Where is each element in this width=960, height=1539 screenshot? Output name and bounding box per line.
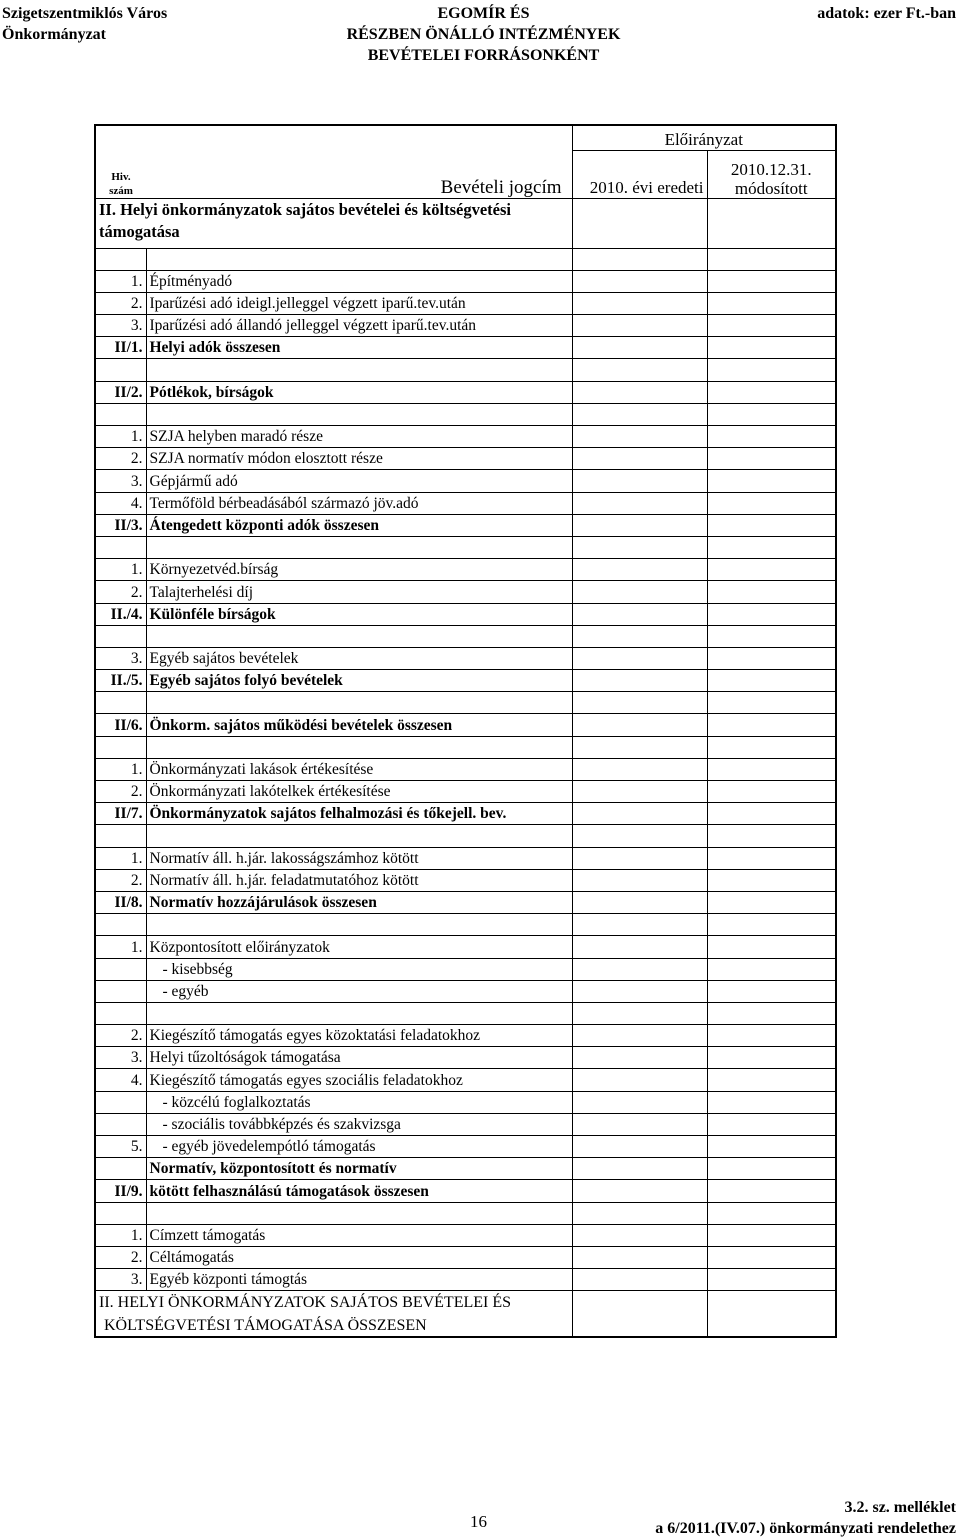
- row-number: 3.: [95, 1269, 146, 1291]
- row-original-value: [572, 1069, 707, 1091]
- row-number: 1.: [95, 936, 146, 958]
- row-original-value: [572, 781, 707, 803]
- table-row: [95, 603, 836, 625]
- row-modified-value: [707, 1246, 836, 1268]
- row-original-value: [572, 914, 707, 936]
- row-label: Egyéb sajátos bevételek: [146, 647, 572, 669]
- row-label: Önkormányzati lakások értékesítése: [146, 758, 572, 780]
- table-row: [95, 714, 836, 736]
- row-label: Termőföld bérbeadásából származó jöv.adó: [146, 492, 572, 514]
- row-original-value: [572, 426, 707, 448]
- header-left-line-1: Szigetszentmiklós Város: [2, 5, 168, 22]
- row-number: II./5.: [95, 670, 146, 692]
- table-row: [95, 803, 836, 825]
- row-original-value: [572, 692, 707, 714]
- row-number: [95, 403, 146, 425]
- row-modified-value: [707, 1269, 836, 1291]
- header-hiv-cell: [95, 125, 146, 198]
- row-modified-value: [707, 736, 836, 758]
- table-row: [95, 914, 836, 936]
- header-center-line-1: EGOMÍR ÉS: [437, 5, 530, 22]
- row-label: Önkorm. sajátos működési bevételek összesen: [146, 714, 572, 736]
- section-title-orig: [572, 198, 707, 248]
- row-modified-value: [707, 448, 836, 470]
- row-modified-value: [707, 647, 836, 669]
- row-original-value: [572, 670, 707, 692]
- total-row-1: [95, 1291, 836, 1313]
- row-modified-value: [707, 625, 836, 647]
- table-row: [95, 381, 836, 403]
- row-modified-value: [707, 1047, 836, 1069]
- row-number: II/9.: [95, 1180, 146, 1202]
- row-label: kötött felhasználású támogatások összesen: [146, 1180, 572, 1202]
- row-modified-value: [707, 248, 836, 270]
- row-original-value: [572, 936, 707, 958]
- row-original-value: [572, 559, 707, 581]
- row-label: Önkormányzati lakótelkek értékesítése: [146, 781, 572, 803]
- table-row: [95, 869, 836, 891]
- row-number: [95, 980, 146, 1002]
- row-modified-value: [707, 781, 836, 803]
- row-original-value: [572, 603, 707, 625]
- row-label: Normatív áll. h.jár. feladatmutatóhoz kötött: [146, 869, 572, 891]
- row-label: [146, 736, 572, 758]
- row-number: 2.: [95, 581, 146, 603]
- row-original-value: [572, 1047, 707, 1069]
- table-row: [95, 958, 836, 980]
- row-original-value: [572, 403, 707, 425]
- row-modified-value: [707, 381, 836, 403]
- table-row: [95, 1069, 836, 1091]
- table-row: [95, 514, 836, 536]
- row-label: Különféle bírságok: [146, 603, 572, 625]
- row-number: 2.: [95, 1246, 146, 1268]
- table-row: [95, 248, 836, 270]
- row-label: Átengedett központi adók összesen: [146, 514, 572, 536]
- table-row: [95, 536, 836, 558]
- section-title: II. Helyi önkormányzatok sajátos bevételei és költségvetési támogatása: [95, 198, 572, 248]
- row-modified-value: [707, 692, 836, 714]
- row-number: 1.: [95, 559, 146, 581]
- row-label: [146, 1002, 572, 1024]
- table-row: [95, 825, 836, 847]
- row-original-value: [572, 714, 707, 736]
- row-number: II/7.: [95, 803, 146, 825]
- row-number: 2.: [95, 1025, 146, 1047]
- row-original-value: [572, 803, 707, 825]
- row-label: Építményadó: [146, 270, 572, 292]
- header-units: adatok: ezer Ft.-ban: [817, 5, 956, 22]
- row-label: Kiegészítő támogatás egyes szociális feladatokhoz: [146, 1069, 572, 1091]
- table-row: [95, 426, 836, 448]
- total-mod-top: [707, 1291, 836, 1313]
- row-number: [95, 536, 146, 558]
- row-modified-value: [707, 1180, 836, 1202]
- row-modified-value: [707, 1202, 836, 1224]
- row-original-value: [572, 1180, 707, 1202]
- table-row: [95, 270, 836, 292]
- row-original-value: [572, 980, 707, 1002]
- row-modified-value: [707, 758, 836, 780]
- table-row: [95, 891, 836, 913]
- row-number: 5.: [95, 1136, 146, 1158]
- row-number: II/3.: [95, 514, 146, 536]
- row-original-value: [572, 1224, 707, 1246]
- header-szam: szám: [109, 184, 133, 197]
- row-label: Céltámogatás: [146, 1246, 572, 1268]
- table-row: [95, 781, 836, 803]
- row-label: Önkormányzatok sajátos felhalmozási és tőkejell. bev.: [146, 803, 572, 825]
- row-original-value: [572, 758, 707, 780]
- table-row: [95, 980, 836, 1002]
- row-label: [146, 625, 572, 647]
- row-label: [146, 403, 572, 425]
- row-original-value: [572, 492, 707, 514]
- section-title-mod: [707, 198, 836, 248]
- row-modified-value: [707, 492, 836, 514]
- row-original-value: [572, 1113, 707, 1135]
- row-modified-value: [707, 270, 836, 292]
- row-modified-value: [707, 1136, 836, 1158]
- row-modified-value: [707, 847, 836, 869]
- table-row: [95, 758, 836, 780]
- header-center-line-3: BEVÉTELEI FORRÁSONKÉNT: [367, 47, 600, 64]
- row-original-value: [572, 736, 707, 758]
- row-label: Egyéb sajátos folyó bevételek: [146, 670, 572, 692]
- row-original-value: [572, 825, 707, 847]
- row-modified-value: [707, 581, 836, 603]
- row-label: [146, 248, 572, 270]
- header-center-line-2: RÉSZBEN ÖNÁLLÓ INTÉZMÉNYEK: [346, 26, 621, 43]
- table-row: [95, 315, 836, 337]
- row-modified-value: [707, 315, 836, 337]
- table-row: [95, 936, 836, 958]
- row-label: [146, 825, 572, 847]
- row-label: Kiegészítő támogatás egyes közoktatási feladatokhoz: [146, 1025, 572, 1047]
- row-modified-value: [707, 1025, 836, 1047]
- header-left-line-2: Önkormányzat: [2, 26, 106, 43]
- row-modified-value: [707, 359, 836, 381]
- table-row: [95, 359, 836, 381]
- row-number: 1.: [95, 1224, 146, 1246]
- header-modositott-cell: [707, 150, 836, 198]
- header-jogcim: Bevételi jogcím: [146, 125, 572, 198]
- table-row: [95, 337, 836, 359]
- row-modified-value: [707, 825, 836, 847]
- header-mod-date: 2010.12.31.: [730, 159, 812, 179]
- row-label: SZJA normatív módon elosztott része: [146, 448, 572, 470]
- total-orig-top: [572, 1291, 707, 1313]
- row-number: [95, 248, 146, 270]
- annex-note: [655, 1497, 956, 1539]
- row-label: - egyéb: [146, 980, 572, 1002]
- row-original-value: [572, 248, 707, 270]
- total-label-1: II. HELYI ÖNKORMÁNYZATOK SAJÁTOS BEVÉTELEI ÉS: [95, 1291, 572, 1313]
- row-modified-value: [707, 1158, 836, 1180]
- table-row: [95, 492, 836, 514]
- row-modified-value: [707, 603, 836, 625]
- row-label: Normatív hozzájárulások összesen: [146, 891, 572, 913]
- row-modified-value: [707, 1091, 836, 1113]
- row-modified-value: [707, 514, 836, 536]
- row-label: [146, 1202, 572, 1224]
- table-row: [95, 847, 836, 869]
- row-original-value: [572, 1025, 707, 1047]
- table-row: [95, 581, 836, 603]
- table-row: [95, 736, 836, 758]
- row-label: [146, 914, 572, 936]
- row-label: Helyi adók összesen: [146, 337, 572, 359]
- row-number: 1.: [95, 270, 146, 292]
- row-modified-value: [707, 470, 836, 492]
- row-modified-value: [707, 869, 836, 891]
- row-original-value: [572, 292, 707, 314]
- row-label: Iparűzési adó állandó jelleggel végzett iparű.tev.után: [146, 315, 572, 337]
- revenue-table: [94, 124, 837, 1338]
- row-number: 3.: [95, 315, 146, 337]
- row-label: Központosított előirányzatok: [146, 936, 572, 958]
- table-row: [95, 1246, 836, 1268]
- row-modified-value: [707, 714, 836, 736]
- row-original-value: [572, 869, 707, 891]
- decree-label: a 6/2011.(IV.07.) önkormányzati rendelethez: [655, 1520, 956, 1537]
- row-number: [95, 1113, 146, 1135]
- total-mod-value: [707, 1313, 836, 1337]
- table-row: [95, 647, 836, 669]
- row-original-value: [572, 1246, 707, 1268]
- table-row: [95, 1136, 836, 1158]
- header-hiv: Hiv.: [111, 170, 131, 183]
- row-label: [146, 359, 572, 381]
- row-original-value: [572, 381, 707, 403]
- row-original-value: [572, 448, 707, 470]
- total-orig-value: [572, 1313, 707, 1337]
- row-modified-value: [707, 1002, 836, 1024]
- table-row: [95, 470, 836, 492]
- row-modified-value: [707, 536, 836, 558]
- row-original-value: [572, 1158, 707, 1180]
- row-modified-value: [707, 1113, 836, 1135]
- row-modified-value: [707, 403, 836, 425]
- row-number: 1.: [95, 847, 146, 869]
- row-label: - közcélú foglalkoztatás: [146, 1091, 572, 1113]
- row-label: - kisebbség: [146, 958, 572, 980]
- row-number: 4.: [95, 1069, 146, 1091]
- table-row: [95, 1047, 836, 1069]
- row-label: Pótlékok, bírságok: [146, 381, 572, 403]
- row-label: Iparűzési adó ideigl.jelleggel végzett iparű.tev.után: [146, 292, 572, 314]
- row-original-value: [572, 337, 707, 359]
- row-number: II./4.: [95, 603, 146, 625]
- row-number: [95, 692, 146, 714]
- row-modified-value: [707, 803, 836, 825]
- table-row: [95, 1002, 836, 1024]
- row-original-value: [572, 470, 707, 492]
- row-label: SZJA helyben maradó része: [146, 426, 572, 448]
- row-number: [95, 825, 146, 847]
- table-row: [95, 559, 836, 581]
- table-row: [95, 1158, 836, 1180]
- table-row: [95, 625, 836, 647]
- row-modified-value: [707, 426, 836, 448]
- row-label: Talajterhelési díj: [146, 581, 572, 603]
- row-modified-value: [707, 980, 836, 1002]
- row-number: 1.: [95, 426, 146, 448]
- row-original-value: [572, 1002, 707, 1024]
- row-modified-value: [707, 914, 836, 936]
- table-row: [95, 1113, 836, 1135]
- row-original-value: [572, 958, 707, 980]
- row-number: [95, 914, 146, 936]
- row-label: Normatív, központosított és normatív: [146, 1158, 572, 1180]
- row-label: Gépjármű adó: [146, 470, 572, 492]
- header-document-title: [300, 3, 667, 66]
- row-label: Egyéb központi támogtás: [146, 1269, 572, 1291]
- table-row: [95, 403, 836, 425]
- table-row: [95, 1180, 836, 1202]
- row-label: [146, 536, 572, 558]
- row-original-value: [572, 847, 707, 869]
- row-original-value: [572, 581, 707, 603]
- row-original-value: [572, 359, 707, 381]
- row-number: 2.: [95, 448, 146, 470]
- row-original-value: [572, 891, 707, 913]
- total-row-2: [95, 1313, 836, 1337]
- row-label: Normatív áll. h.jár. lakosságszámhoz kötött: [146, 847, 572, 869]
- table-row: [95, 670, 836, 692]
- row-original-value: [572, 514, 707, 536]
- row-number: [95, 1002, 146, 1024]
- row-original-value: [572, 536, 707, 558]
- row-number: 4.: [95, 492, 146, 514]
- row-number: II/6.: [95, 714, 146, 736]
- total-label-2: KÖLTSÉGVETÉSI TÁMOGATÁSA ÖSSZESEN: [95, 1313, 572, 1337]
- row-label: - egyéb jövedelempótló támogatás: [146, 1136, 572, 1158]
- header-eloiranyzat: Előirányzat: [572, 125, 836, 150]
- table-row: [95, 1224, 836, 1246]
- row-original-value: [572, 1091, 707, 1113]
- row-modified-value: [707, 1224, 836, 1246]
- row-modified-value: [707, 1069, 836, 1091]
- table-row: [95, 1025, 836, 1047]
- row-number: 2.: [95, 869, 146, 891]
- row-original-value: [572, 625, 707, 647]
- row-number: 3.: [95, 1047, 146, 1069]
- row-number: II/2.: [95, 381, 146, 403]
- row-label: [146, 692, 572, 714]
- row-modified-value: [707, 559, 836, 581]
- row-number: 2.: [95, 781, 146, 803]
- row-number: 1.: [95, 758, 146, 780]
- row-number: 2.: [95, 292, 146, 314]
- row-number: II/8.: [95, 891, 146, 913]
- page-number: 16: [470, 1512, 487, 1531]
- row-label: Környezetvéd.bírság: [146, 559, 572, 581]
- row-number: [95, 736, 146, 758]
- row-modified-value: [707, 936, 836, 958]
- row-label: Címzett támogatás: [146, 1224, 572, 1246]
- row-modified-value: [707, 958, 836, 980]
- row-original-value: [572, 1269, 707, 1291]
- row-original-value: [572, 647, 707, 669]
- header-mod-label: módosított: [734, 178, 808, 198]
- table-row: [95, 692, 836, 714]
- section-title-row: [95, 198, 836, 248]
- row-original-value: [572, 270, 707, 292]
- row-number: II/1.: [95, 337, 146, 359]
- row-number: [95, 1202, 146, 1224]
- table-row: [95, 448, 836, 470]
- row-modified-value: [707, 337, 836, 359]
- row-number: [95, 1091, 146, 1113]
- row-original-value: [572, 315, 707, 337]
- row-modified-value: [707, 891, 836, 913]
- row-modified-value: [707, 292, 836, 314]
- row-number: [95, 625, 146, 647]
- row-label: - szociális továbbképzés és szakvizsga: [146, 1113, 572, 1135]
- row-number: [95, 958, 146, 980]
- row-original-value: [572, 1136, 707, 1158]
- row-label: Helyi tűzoltóságok támogatása: [146, 1047, 572, 1069]
- table-row: [95, 1091, 836, 1113]
- row-number: 3.: [95, 647, 146, 669]
- row-modified-value: [707, 670, 836, 692]
- table-row: [95, 1202, 836, 1224]
- row-number: 3.: [95, 470, 146, 492]
- row-number: [95, 359, 146, 381]
- table-row: [95, 1269, 836, 1291]
- header-municipality: [2, 3, 167, 45]
- row-number: [95, 1158, 146, 1180]
- row-original-value: [572, 1202, 707, 1224]
- table-row: [95, 292, 836, 314]
- annex-label: 3.2. sz. melléklet: [844, 1499, 956, 1516]
- header-eredeti: 2010. évi eredeti: [572, 150, 707, 198]
